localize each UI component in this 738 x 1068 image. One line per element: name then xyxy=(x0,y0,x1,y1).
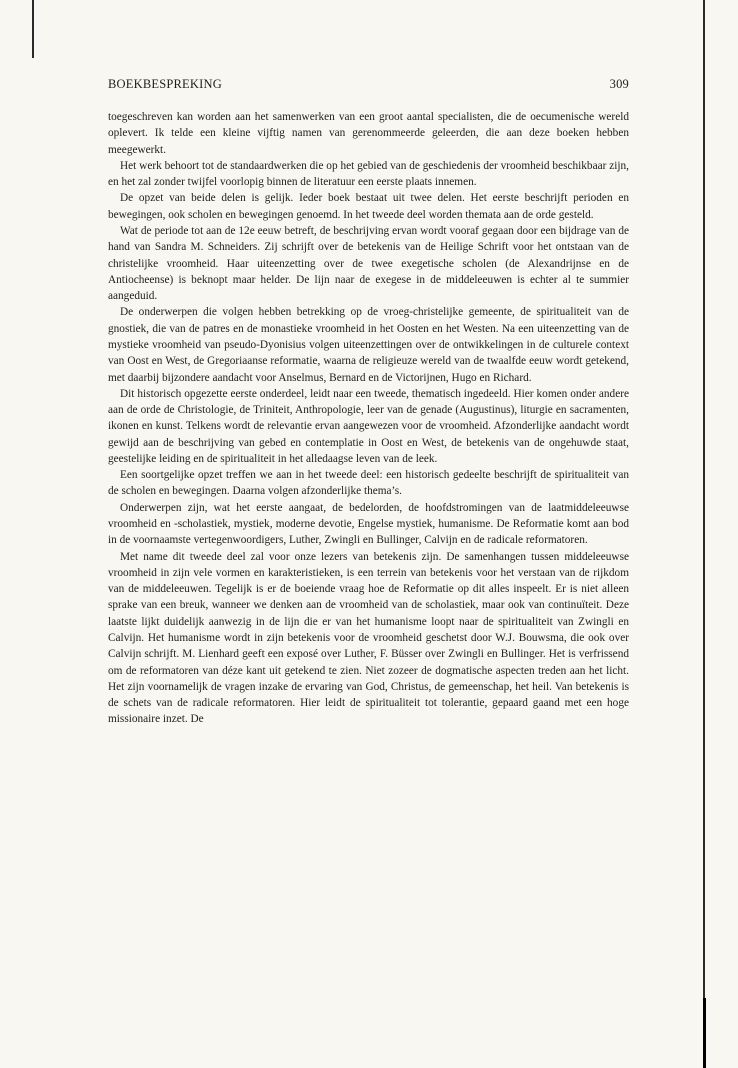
page-edge-shadow-left xyxy=(32,0,34,58)
paragraph: De onderwerpen die volgen hebben betrekking op de vroeg-christelijke gemeente, de spiritualiteit van de gnostiek, die van de patres en de monastieke vroomheid in het Oosten en het Westen. Na een uiteenzetting van de mystieke vroomheid van pseudo-Dyonisius volgen uiteenzettingen over de ontwikkelingen in de culturele context van Oost en West, de Gregoriaanse reformatie, waarna de religieuze wereld van de twaalfde eeuw wordt getekend, met daarbij bijzondere aandacht voor Anselmus, Bernard en de Victorijnen, Hugo en Richard. xyxy=(108,306,629,384)
section-title: BOEKBESPREKING xyxy=(108,77,222,91)
paragraph: Met name dit tweede deel zal voor onze lezers van betekenis zijn. De samenhangen tussen middeleeuwse vroomheid in zijn vele vormen en karakteristieken, is een terrein van betekenis voor het verstaan van de rijkdom van de middeleeuwen. Tegelijk is er de boeiende vraag hoe de Reformatie op dit alles inspeelt. Er is niet alleen sprake van een breuk, wanneer we denken aan de vroomheid van de scholastiek, maar ook van continuïteit. Deze laatste lijkt duidelijk aanwezig in de lijn die er van het humanisme loopt naar de spiritualiteit van Zwingli en Calvijn. Het humanisme wordt in zijn betekenis voor de vroomheid geschetst door W.J. Bouwsma, die ook over Calvijn schrijft. M. Lienhard geeft een exposé over Luther, F. Büsser over Zwingli en Bullinger. Het is verfrissend om de reformatoren van déze kant uit getekend te zien. Niet zozeer de dogmatische aspecten treden aan het licht. Het zijn voornamelijk de vragen inzake de ervaring van God, Christus, de gemeenschap, het heil. Van betekenis is de schets van de radicale reformatoren. Hier leidt de spiritualiteit tot tolerantie, gepaard gaand met een hoge missionaire inzet. De xyxy=(108,550,629,726)
paragraph: Het werk behoort tot de standaardwerken die op het gebied van de geschiedenis der vroomheid beschikbaar zijn, en het zal zonder twijfel voorlopig binnen de literatuur een eerste plaats innemen. xyxy=(108,159,629,189)
paragraph: toegeschreven kan worden aan het samenwerken van een groot aantal specialisten, die de oecumenische wereld oplevert. Ik telde een kleine vijftig namen van gerenommeerde geleerden, die aan deze boeken hebben meegewerkt. xyxy=(108,111,629,156)
page-edge-shadow-right xyxy=(703,0,705,1068)
paragraph: Een soortgelijke opzet treffen we aan in het tweede deel: een historisch gedeelte beschrijft de spiritualiteit van de scholen en bewegingen. Daarna volgen afzonderlijke thema’s. xyxy=(108,469,629,498)
paragraph: Dit historisch opgezette eerste onderdeel, leidt naar een tweede, thematisch ingedeeld. Hier komen onder andere aan de orde de Christologie, de Triniteit, Anthropologie, leer van de genade (Augustinus), liturgie en sacramenten, ikonen en kunst. Telkens wordt de relevantie ervan aangewezen voor de vroomheid. Afzonderlijke aandacht wordt gewijd aan de beschrijving van gebed en contemplatie in Oost en West, de betekenis van de ongehuwde staat, geestelijke leiding en de spiritualiteit in het alledaagse leven van de leek. xyxy=(108,387,629,465)
page-number: 309 xyxy=(609,77,629,91)
paragraph: Onderwerpen zijn, wat het eerste aangaat, de bedelorden, de hoofdstromingen van de laatmiddeleeuwse vroomheid en -scholastiek, mystiek, moderne devotie, Engelse mystiek, humanisme. De Reformatie komt aan bod in de voornaamste vertegenwoordigers, Luther, Zwingli en Bullinger, Calvijn en de radicale reformatoren. xyxy=(108,501,629,547)
running-head xyxy=(108,77,629,92)
paragraph: Wat de periode tot aan de 12e eeuw betreft, de beschrijving ervan wordt vooraf gegaan door een bijdrage van de hand van Sandra M. Schneiders. Zij schrijft over de betekenis van de Heilige Schrift voor het ontstaan van de christelijke vroomheid. Haar uiteenzetting over de twee exegetische scholen (de Alexandrijnse en de Antiocheense) is beknopt maar helder. De lijn naar de exegese in de middeleeuwen is echter al te summier aangeduid. xyxy=(108,224,629,303)
paragraph: De opzet van beide delen is gelijk. Ieder boek bestaat uit twee delen. Het eerste beschrijft perioden en bewegingen, ook scholen en bewegingen genoemd. In het tweede deel worden themata aan de orde gesteld. xyxy=(108,192,629,221)
page-edge-shadow-right-bottom xyxy=(703,998,706,1068)
body-text xyxy=(108,109,629,728)
